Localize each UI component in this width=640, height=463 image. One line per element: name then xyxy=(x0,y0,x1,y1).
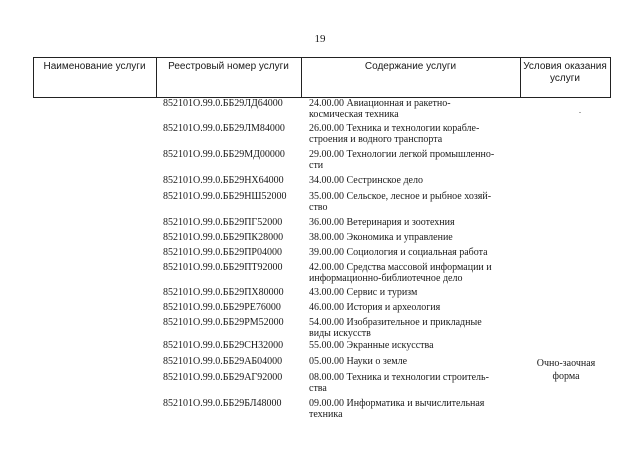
content-line: 39.00.00 Социология и социальная работа xyxy=(309,247,488,258)
condition-line1: Очно-заочная xyxy=(536,358,596,369)
service-content xyxy=(309,247,516,258)
service-conditions xyxy=(521,357,611,383)
content-line: ство xyxy=(309,202,328,213)
content-line: виды искусств xyxy=(309,328,371,339)
registry-code: 852101О.99.0.ББ29БЛ48000 xyxy=(163,398,282,409)
registry-code: 852101О.99.0.ББ29ПГ52000 xyxy=(163,217,283,228)
service-content xyxy=(309,262,516,284)
header-service-conditions xyxy=(520,61,610,85)
page-number: 19 xyxy=(314,33,326,45)
registry-code: 852101О.99.0.ББ29НШ52000 xyxy=(163,191,287,202)
content-line: 36.00.00 Ветеринария и зоотехния xyxy=(309,217,455,228)
header-conditions-line2: услуги xyxy=(550,73,580,84)
content-line: 42.00.00 Средства массовой информации и xyxy=(309,262,492,273)
service-content xyxy=(309,372,516,394)
registry-code: 852101О.99.0.ББ29АГ92000 xyxy=(163,372,283,383)
content-line: космическая техника xyxy=(309,109,399,120)
registry-code: 852101О.99.0.ББ29ПР04000 xyxy=(163,247,282,258)
service-content xyxy=(309,98,516,120)
service-content xyxy=(309,398,516,420)
service-content xyxy=(309,191,516,213)
registry-code: 852101О.99.0.ББ29ПТ92000 xyxy=(163,262,283,273)
header-service-name: Наименование услуги xyxy=(43,61,146,72)
content-line: техника xyxy=(309,409,343,420)
service-content xyxy=(309,317,516,339)
registry-code: 852101О.99.0.ББ29ЛМ84000 xyxy=(163,123,285,134)
registry-code: 852101О.99.0.ББ29МД00000 xyxy=(163,149,285,160)
registry-code: 852101О.99.0.ББ29ПК28000 xyxy=(163,232,284,243)
content-line: 29.00.00 Технологии легкой промышленно- xyxy=(309,149,495,160)
service-content xyxy=(309,340,516,351)
content-line: 34.00.00 Сестринское дело xyxy=(309,175,423,186)
condition-line2: форма xyxy=(552,371,580,382)
header-service-content: Содержание услуги xyxy=(364,61,457,72)
header-registry-number: Реестровый номер услуги xyxy=(168,61,289,72)
service-content xyxy=(309,287,516,298)
service-content xyxy=(309,302,516,313)
registry-code: 852101О.99.0.ББ29СН32000 xyxy=(163,340,284,351)
content-line: 54.00.00 Изобразительное и прикладные xyxy=(309,317,482,328)
content-line: строения и водного транспорта xyxy=(309,134,443,145)
content-line: 55.00.00 Экранные искусства xyxy=(309,340,434,351)
registry-code: 852101О.99.0.ББ29ПХ80000 xyxy=(163,287,284,298)
content-line: сти xyxy=(309,160,324,171)
registry-code: 852101О.99.0.ББ29РМ52000 xyxy=(163,317,284,328)
content-line: 43.00.00 Сервис и туризм xyxy=(309,287,418,298)
cell-marker: . xyxy=(579,106,581,115)
service-content xyxy=(309,356,516,367)
service-content xyxy=(309,149,516,171)
content-line: 05.00.00 Науки о земле xyxy=(309,356,408,367)
table-header xyxy=(33,57,611,98)
service-content xyxy=(309,175,516,186)
content-line: 24.00.00 Авиационная и ракетно- xyxy=(309,98,451,109)
table-border-right xyxy=(610,58,611,97)
content-line: 46.00.00 История и археология xyxy=(309,302,441,313)
service-content xyxy=(309,123,516,145)
content-line: 26.00.00 Техника и технологии корабле- xyxy=(309,123,480,134)
registry-code: 852101О.99.0.ББ29НХ64000 xyxy=(163,175,284,186)
service-content xyxy=(309,232,516,243)
content-line: 35.00.00 Сельское, лесное и рыбное хозяй- xyxy=(309,191,492,202)
registry-code: 852101О.99.0.ББ29РЕ76000 xyxy=(163,302,281,313)
content-line: 38.00.00 Экономика и управление xyxy=(309,232,453,243)
header-conditions-line1: Условия оказания xyxy=(523,61,607,72)
content-line: ства xyxy=(309,383,327,394)
content-line: 08.00.00 Техника и технологии строитель- xyxy=(309,372,489,383)
service-content xyxy=(309,217,516,228)
registry-code: 852101О.99.0.ББ29АБ04000 xyxy=(163,356,283,367)
content-line: информационно-библиотечное дело xyxy=(309,273,463,284)
registry-code: 852101О.99.0.ББ29ЛД64000 xyxy=(163,98,283,109)
content-line: 09.00.00 Информатика и вычислительная xyxy=(309,398,485,409)
